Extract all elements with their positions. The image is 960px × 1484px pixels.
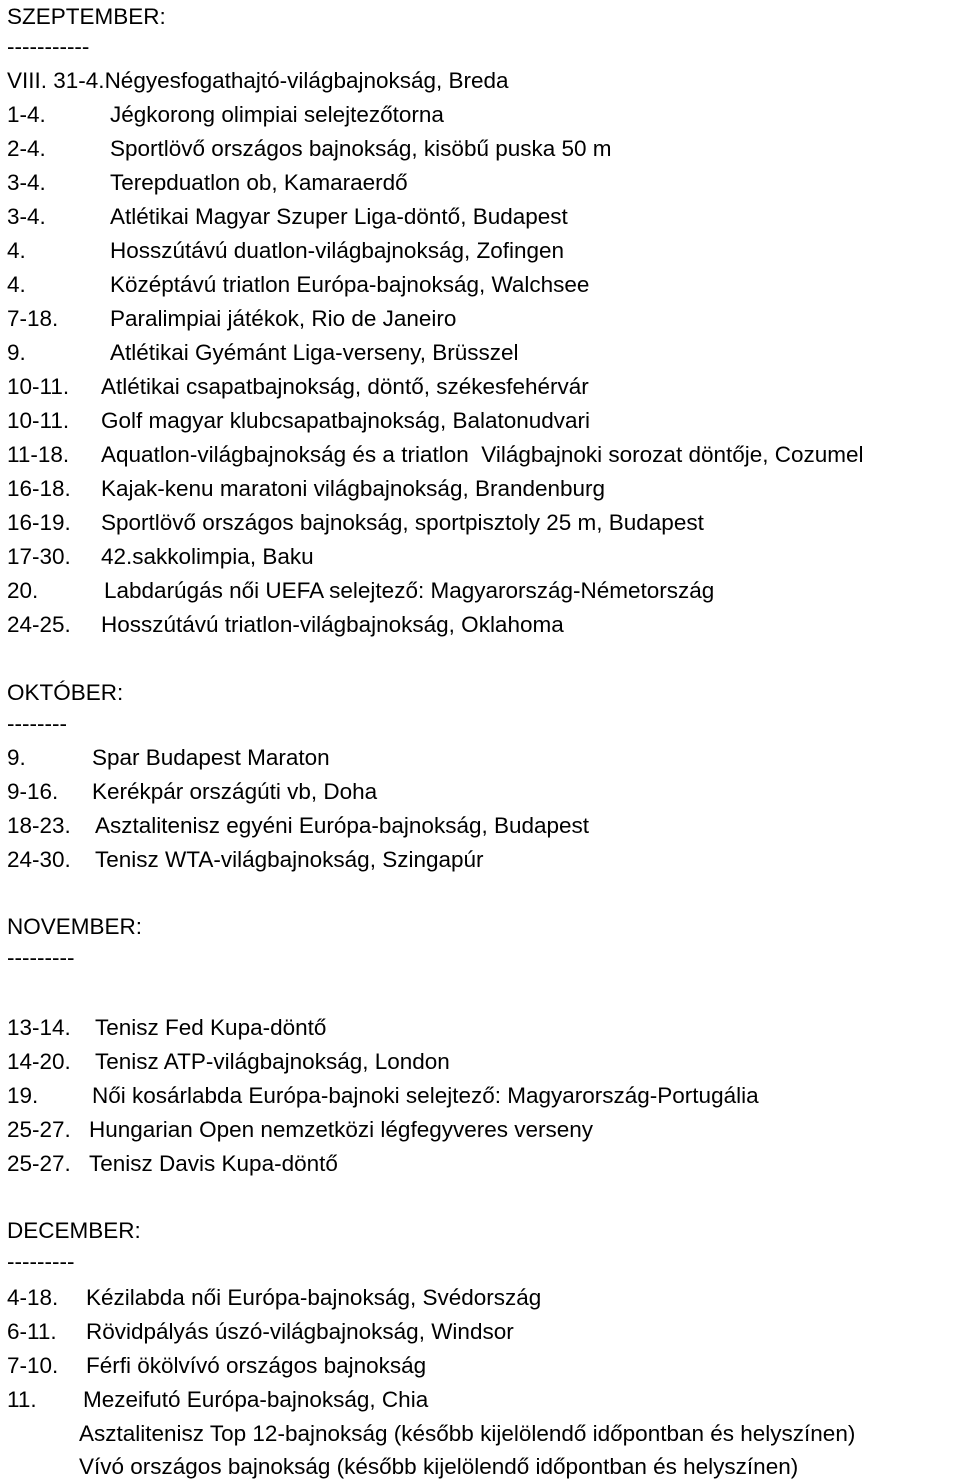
event-date: 9. — [7, 745, 26, 770]
event-title: Tenisz ATP-világbajnokság, London — [95, 1049, 450, 1074]
event-date: 24-25. — [7, 612, 71, 637]
event-title: Középtávú triatlon Európa-bajnokság, Walchsee — [110, 272, 590, 297]
list-item — [7, 234, 564, 268]
event-date: 7-10. — [7, 1353, 59, 1378]
list-item — [7, 1383, 428, 1417]
event-date: 25-27. — [7, 1117, 71, 1142]
event-title: Férfi ökölvívó országos bajnokság — [86, 1353, 427, 1378]
event-title: Paralimpiai játékok, Rio de Janeiro — [110, 306, 457, 331]
event-date: VIII. 31-4. — [7, 68, 105, 93]
list-item — [7, 336, 519, 370]
list-item — [7, 438, 864, 472]
event-title: Terepduatlon ob, Kamaraerdő — [110, 170, 408, 195]
list-item — [7, 132, 612, 166]
event-title: Jégkorong olimpiai selejtezőtorna — [110, 102, 444, 127]
event-date: 3-4. — [7, 204, 46, 229]
event-date: 4. — [7, 238, 26, 263]
list-item — [7, 1011, 326, 1045]
event-title: Asztalitenisz egyéni Európa-bajnokság, Budapest — [95, 813, 590, 838]
event-date: 6-11. — [7, 1319, 57, 1344]
list-item — [7, 608, 564, 642]
list-item — [7, 1349, 426, 1383]
event-date: 9. — [7, 340, 26, 365]
list-item — [7, 574, 714, 608]
list-item — [7, 166, 408, 200]
event-title: Mezeifutó Európa-bajnokság, Chia — [83, 1387, 429, 1412]
event-title: Hosszútávú duatlon-világbajnokság, Zofingen — [110, 238, 565, 263]
event-date: 11-18. — [7, 442, 70, 467]
list-item — [7, 506, 704, 540]
event-title: Sportlövő országos bajnokság, sportpisztoly 25 m, Budapest — [101, 510, 704, 535]
event-title: Négyesfogathajtó-világbajnokság, Breda — [104, 68, 509, 93]
list-item — [7, 1147, 338, 1181]
event-date: 4. — [7, 272, 26, 297]
section-underline-september: ----------- — [7, 34, 90, 59]
event-title: Labdarúgás női UEFA selejtező: Magyarország-Németország — [104, 578, 715, 603]
event-date: 9-16. — [7, 779, 59, 804]
event-date: 1-4. — [7, 102, 46, 127]
list-item — [7, 809, 589, 843]
event-date: 18-23. — [7, 813, 71, 838]
list-item — [7, 843, 484, 877]
list-item — [7, 1417, 855, 1451]
event-title: Atlétikai csapatbajnokság, döntő, székesfehérvár — [101, 374, 589, 399]
list-item — [7, 200, 568, 234]
section-heading-september: SZEPTEMBER: — [7, 4, 166, 29]
list-item — [7, 64, 509, 98]
event-date: 16-18. — [7, 476, 71, 501]
event-title: Kézilabda női Európa-bajnokság, Svédország — [86, 1285, 542, 1310]
list-item — [7, 1045, 450, 1079]
list-item — [7, 1315, 514, 1349]
event-title: 42.sakkolimpia, Baku — [101, 544, 314, 569]
event-date: 20. — [7, 578, 39, 603]
event-date: 24-30. — [7, 847, 71, 872]
list-item — [7, 1450, 798, 1484]
event-title: Tenisz WTA-világbajnokság, Szingapúr — [95, 847, 484, 872]
event-title: Aquatlon-világbajnokság és a triatlon Világbajnoki sorozat döntője, Cozumel — [101, 442, 864, 467]
event-date: 11. — [7, 1387, 37, 1412]
event-date: 10-11. — [7, 374, 70, 399]
list-item — [7, 370, 589, 404]
section-underline-november: --------- — [7, 945, 75, 970]
event-date: 7-18. — [7, 306, 59, 331]
list-item — [7, 302, 456, 336]
event-date: 3-4. — [7, 170, 46, 195]
event-date: 16-19. — [7, 510, 71, 535]
event-title: Sportlövő országos bajnokság, kisöbű puska 50 m — [110, 136, 612, 161]
event-date: 4-18. — [7, 1285, 59, 1310]
list-item — [7, 268, 589, 302]
event-title: Hungarian Open nemzetközi légfegyveres verseny — [89, 1117, 594, 1142]
event-title: Asztalitenisz Top 12-bajnokság (később kijelölendő időpontban és helyszínen) — [79, 1421, 856, 1446]
list-item — [7, 1113, 593, 1147]
list-item — [7, 472, 605, 506]
list-item — [7, 1079, 759, 1113]
list-item — [7, 404, 590, 438]
section-heading-october: OKTÓBER: — [7, 680, 124, 705]
event-title: Spar Budapest Maraton — [92, 745, 330, 770]
list-item — [7, 1281, 541, 1315]
section-heading-november: NOVEMBER: — [7, 914, 143, 939]
event-title: Tenisz Davis Kupa-döntő — [89, 1151, 338, 1176]
event-title: Kajak-kenu maratoni világbajnokság, Brandenburg — [101, 476, 606, 501]
event-title: Rövidpályás úszó-világbajnokság, Windsor — [86, 1319, 514, 1344]
event-title: Atlétikai Gyémánt Liga-verseny, Brüsszel — [110, 340, 519, 365]
event-date: 2-4. — [7, 136, 46, 161]
event-title: Golf magyar klubcsapatbajnokság, Balatonudvari — [101, 408, 591, 433]
list-item — [7, 98, 444, 132]
event-date: 10-11. — [7, 408, 70, 433]
event-date: 13-14. — [7, 1015, 71, 1040]
list-item — [7, 540, 314, 574]
event-title: Vívó országos bajnokság (később kijelölendő időpontban és helyszínen) — [79, 1454, 799, 1479]
event-title: Tenisz Fed Kupa-döntő — [95, 1015, 327, 1040]
event-title: Atlétikai Magyar Szuper Liga-döntő, Budapest — [110, 204, 568, 229]
section-heading-december: DECEMBER: — [7, 1218, 141, 1243]
section-underline-october: -------- — [7, 711, 67, 736]
section-underline-december: --------- — [7, 1249, 75, 1274]
event-date: 17-30. — [7, 544, 71, 569]
list-item — [7, 741, 330, 775]
event-date: 14-20. — [7, 1049, 71, 1074]
event-title: Hosszútávú triatlon-világbajnokság, Oklahoma — [101, 612, 564, 637]
event-date: 25-27. — [7, 1151, 71, 1176]
event-title: Kerékpár országúti vb, Doha — [92, 779, 378, 804]
event-date: 19. — [7, 1083, 39, 1108]
event-title: Női kosárlabda Európa-bajnoki selejtező: Magyarország-Portugália — [92, 1083, 759, 1108]
list-item — [7, 775, 377, 809]
